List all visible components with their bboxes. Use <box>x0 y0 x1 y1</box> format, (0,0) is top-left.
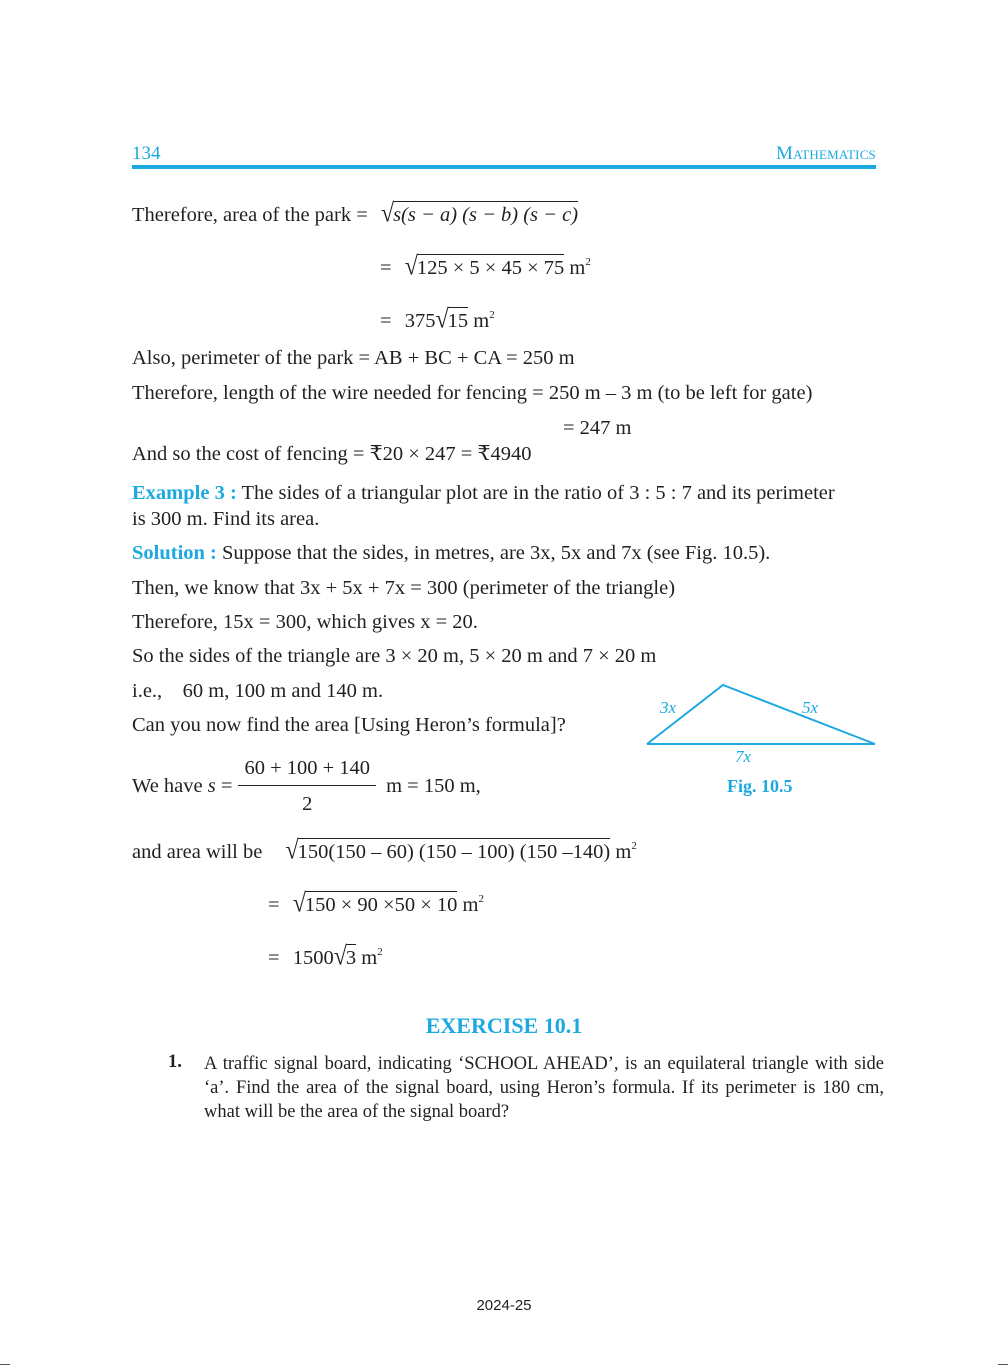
sqrt-icon: √ <box>292 889 306 919</box>
side-label-5x: 5x <box>802 698 819 717</box>
park-area-line <box>132 199 579 229</box>
solution-line-4: i.e., 60 m, 100 m and 140 m. <box>132 680 384 702</box>
page-number: 134 <box>132 143 161 164</box>
solution-line: Solution : Suppose that the sides, in metres, are 3x, 5x and 7x (see Fig. 10.5). <box>132 542 771 564</box>
area-line: and area will be √150(150 – 60) (150 – 100) (150 –140) $m^2$ <box>132 836 637 866</box>
subject-title: Mathematics <box>776 143 876 164</box>
heron-formula: s(s − a) (s − b) (s − c) <box>393 204 579 226</box>
sqrt-icon: √ <box>435 305 449 335</box>
side-label-3x: 3x <box>660 698 677 717</box>
sqrt-icon: √ <box>404 252 418 282</box>
sqrt-icon: √ <box>333 942 347 972</box>
solution-line-1: Then, we know that 3x + 5x + 7x = 300 (perimeter of the triangle) <box>132 577 676 599</box>
figure-caption: Fig. 10.5 <box>727 776 793 796</box>
solution-line-3: So the sides of the triangle are 3 × 20 m, 5 × 20 m and 7 × 20 m <box>132 645 657 667</box>
example-3-line1: Example 3 : The sides of a triangular plot are in the ratio of 3 : 5 : 7 and its perimeter <box>132 482 835 504</box>
park-area-label: Therefore, area of the park = <box>132 204 368 226</box>
triangle-diagram <box>640 680 885 750</box>
footer-year: 2024-25 <box>476 1297 532 1314</box>
solution-label: Solution : <box>132 542 217 564</box>
exercise-item-number: 1. <box>168 1052 182 1072</box>
wire-result: = 247 m <box>563 417 632 439</box>
wire-line: Therefore, length of the wire needed for fencing = 250 m – 3 m (to be left for gate) <box>132 382 813 404</box>
semi-perimeter-line: We have s = $\frac{60 + 100 + 140}{2}$ m = 150 m, <box>132 757 481 815</box>
header-rule <box>132 165 876 169</box>
exercise-title: EXERCISE 10.1 <box>425 1013 583 1038</box>
area-step1: = √150 × 90 ×50 × 10 $m^2$ <box>268 889 484 919</box>
exercise-item-text: A traffic signal board, indicating ‘SCHOOL AHEAD’, is an equilateral triangle with side ‘a’. Find the area of the signal board, using Heron’s formula. If its perimeter is 180 cm, what will be the area of the signal board? <box>204 1054 884 1122</box>
park-area-step2: = 375√15 $m^2$ <box>380 305 495 335</box>
area-step2: = 1500√3 $m^2$ <box>268 942 383 972</box>
example-label: Example 3 : <box>132 482 237 504</box>
figure-10-5 <box>640 680 885 800</box>
sqrt-icon: √ <box>285 836 299 866</box>
perimeter-line: Also, perimeter of the park = AB + BC + CA = 250 m <box>132 347 575 369</box>
side-label-7x: 7x <box>735 747 752 766</box>
crop-mark-left <box>0 1364 10 1365</box>
cost-line: And so the cost of fencing = ₹20 × 247 = ₹4940 <box>132 443 532 465</box>
crop-mark-right <box>998 1364 1008 1365</box>
example-3-line2: is 300 m. Find its area. <box>132 508 320 530</box>
park-area-step1: = √125 × 5 × 45 × 75 $m^2$ <box>380 252 591 282</box>
solution-line-2: Therefore, 15x = 300, which gives x = 20. <box>132 611 478 633</box>
sqrt-icon: √ <box>380 199 395 229</box>
solution-line-5: Can you now find the area [Using Heron’s formula]? <box>132 714 566 736</box>
semi-perimeter-fraction: $\frac{60 + 100 + 140}{2}$ <box>238 758 376 814</box>
